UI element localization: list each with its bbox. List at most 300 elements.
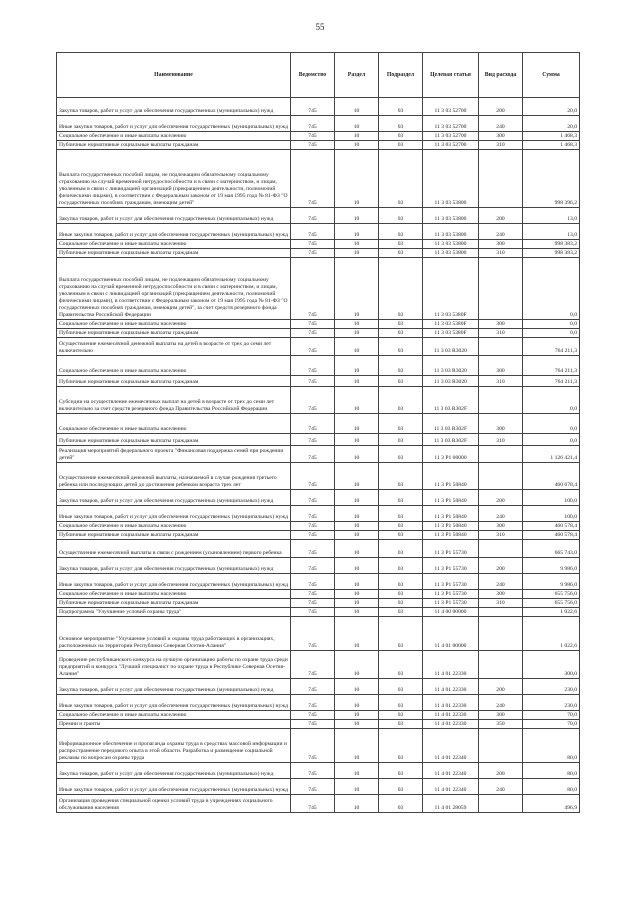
cell-expense-type: 240 — [479, 506, 523, 522]
cell-department: 745 — [291, 249, 335, 258]
cell-subsection: 03 — [379, 729, 423, 763]
cell-amount: 764 211,3 — [523, 376, 580, 387]
cell-name: Социальное обеспечение и иные выплаты населению — [57, 590, 291, 599]
cell-subsection: 03 — [379, 795, 423, 813]
cell-amount: 665 743,0 — [523, 540, 580, 558]
cell-name: Закупка товаров, работ и услуг для обеспечения государственных (муниципальных) нужд — [57, 208, 291, 224]
table-row — [57, 132, 580, 141]
table-header-row — [57, 53, 580, 98]
cell-amount: 1 022,6 — [523, 617, 580, 651]
table-row — [57, 617, 580, 651]
cell-subsection: 03 — [379, 224, 423, 240]
table-row — [57, 356, 580, 376]
cell-amount: 1 468,3 — [523, 132, 580, 141]
cell-name: Выплата государственных пособий лицам, не подлежащим обязательному социальному страхованию на случай временной нетрудоспособности и в связи с материнством, и лицам, уволенным в связи с ликвидацией организаций (прекращением деятельности, полномочий физическими лицами), в соответствии с Федеральным законом от 19 мая 1995 года № 81-ФЗ "О государственных пособиях гражданам, имеющим детей" — [57, 150, 291, 208]
cell-expense-type — [479, 608, 523, 617]
cell-expense-type: 200 — [479, 558, 523, 574]
cell-expense-type: 310 — [479, 376, 523, 387]
cell-target-article: 11 4 01 00000 — [423, 617, 479, 651]
cell-subsection: 03 — [379, 356, 423, 376]
cell-name: Премии и гранты — [57, 720, 291, 729]
cell-name: Социальное обеспечение и иные выплаты населению — [57, 414, 291, 434]
cell-section: 10 — [335, 711, 379, 720]
cell-target-article: 11 3 P1 55730 — [423, 540, 479, 558]
cell-subsection: 03 — [379, 506, 423, 522]
header-expense-type: Вид расхода — [479, 53, 523, 98]
cell-subsection: 03 — [379, 376, 423, 387]
cell-name: Иные закупки товаров, работ и услуг для обеспечения государственных (муниципальных) нужд — [57, 574, 291, 590]
cell-department: 745 — [291, 320, 335, 329]
cell-amount: 998 396,2 — [523, 150, 580, 208]
cell-name: Подпрограмма "Улучшение условий охраны труда" — [57, 608, 291, 617]
cell-expense-type: 240 — [479, 574, 523, 590]
cell-expense-type — [479, 150, 523, 208]
cell-target-article: 11 3 03 53800 — [423, 249, 479, 258]
cell-department: 745 — [291, 463, 335, 490]
cell-department: 745 — [291, 531, 335, 540]
budget-table — [56, 52, 580, 813]
table-row — [57, 98, 580, 116]
cell-amount: 460 678,4 — [523, 463, 580, 490]
cell-department: 745 — [291, 490, 335, 506]
cell-name: Социальное обеспечение и иные выплаты населению — [57, 711, 291, 720]
cell-amount: 0,0 — [523, 414, 580, 434]
cell-section: 10 — [335, 679, 379, 695]
cell-target-article: 11 3 03 53800 — [423, 224, 479, 240]
cell-amount: 0,0 — [523, 434, 580, 446]
header-section: Раздел — [335, 53, 379, 98]
cell-expense-type: 240 — [479, 779, 523, 795]
cell-amount: 998 383,2 — [523, 249, 580, 258]
header-name: Наименование — [57, 53, 291, 98]
cell-amount: 0,0 — [523, 258, 580, 320]
cell-target-article: 11 3 03 5380F — [423, 320, 479, 329]
cell-target-article: 11 4 01 22330 — [423, 651, 479, 679]
cell-section: 10 — [335, 434, 379, 446]
cell-target-article: 11 3 P1 50840 — [423, 506, 479, 522]
cell-expense-type: 240 — [479, 224, 523, 240]
cell-section: 10 — [335, 132, 379, 141]
cell-department: 745 — [291, 414, 335, 434]
cell-name: Публичные нормативные социальные выплаты гражданам — [57, 531, 291, 540]
cell-section: 10 — [335, 249, 379, 258]
cell-expense-type: 310 — [479, 249, 523, 258]
cell-department: 745 — [291, 729, 335, 763]
cell-department: 745 — [291, 720, 335, 729]
cell-subsection: 03 — [379, 329, 423, 338]
cell-section: 10 — [335, 356, 379, 376]
cell-subsection: 03 — [379, 208, 423, 224]
cell-target-article: 11 3 P1 00000 — [423, 446, 479, 463]
cell-department: 745 — [291, 132, 335, 141]
cell-target-article: 11 4 01 22340 — [423, 779, 479, 795]
table-row — [57, 141, 580, 150]
cell-expense-type: 310 — [479, 599, 523, 608]
cell-name: Основное мероприятие "Улучшение условий и охраны труда работающих в организациях, расположенных на территории Республики Северная Осетия-Алания" — [57, 617, 291, 651]
cell-amount: 20,0 — [523, 98, 580, 116]
table-row — [57, 763, 580, 779]
cell-department: 745 — [291, 258, 335, 320]
cell-subsection: 03 — [379, 446, 423, 463]
cell-target-article: 11 3 03 R3020 — [423, 376, 479, 387]
cell-subsection: 03 — [379, 463, 423, 490]
cell-department: 745 — [291, 540, 335, 558]
cell-target-article: 11 3 03 53800 — [423, 208, 479, 224]
cell-name: Иные закупки товаров, работ и услуг для обеспечения государственных (муниципальных) нужд — [57, 695, 291, 711]
table-row — [57, 608, 580, 617]
cell-amount: 100,0 — [523, 490, 580, 506]
cell-expense-type: 310 — [479, 531, 523, 540]
cell-department: 745 — [291, 98, 335, 116]
cell-amount: 230,0 — [523, 695, 580, 711]
cell-section: 10 — [335, 522, 379, 531]
table-row — [57, 463, 580, 490]
cell-target-article: 11 4 01 22340 — [423, 763, 479, 779]
cell-section: 10 — [335, 590, 379, 599]
cell-target-article: 11 3 03 52700 — [423, 98, 479, 116]
cell-subsection: 03 — [379, 240, 423, 249]
cell-expense-type — [479, 463, 523, 490]
cell-name: Реализация мероприятий федерального проекта "Финансовая поддержка семей при рождении детей" — [57, 446, 291, 463]
cell-section: 10 — [335, 608, 379, 617]
cell-amount: 80,0 — [523, 729, 580, 763]
cell-amount: 300,0 — [523, 651, 580, 679]
table-row — [57, 376, 580, 387]
cell-amount: 70,0 — [523, 711, 580, 720]
cell-target-article: 11 3 03 R3020 — [423, 356, 479, 376]
cell-name: Осуществление ежемесячной денежной выплаты на детей в возрасте от трех до семи лет включительно — [57, 338, 291, 356]
cell-department: 745 — [291, 208, 335, 224]
cell-expense-type: 300 — [479, 711, 523, 720]
cell-target-article: 11 3 03 52700 — [423, 116, 479, 132]
cell-subsection: 03 — [379, 779, 423, 795]
table-row — [57, 490, 580, 506]
cell-target-article: 11 3 P1 50840 — [423, 463, 479, 490]
cell-subsection: 03 — [379, 522, 423, 531]
table-row — [57, 729, 580, 763]
cell-section: 10 — [335, 414, 379, 434]
cell-section: 10 — [335, 617, 379, 651]
cell-name: Социальное обеспечение и иные выплаты населению — [57, 356, 291, 376]
cell-name: Иные закупки товаров, работ и услуг для обеспечения государственных (муниципальных) нужд — [57, 506, 291, 522]
cell-target-article: 11 4 01 22330 — [423, 720, 479, 729]
cell-subsection: 03 — [379, 490, 423, 506]
table-row — [57, 414, 580, 434]
cell-expense-type: 200 — [479, 490, 523, 506]
cell-section: 10 — [335, 558, 379, 574]
cell-name: Публичные нормативные социальные выплаты гражданам — [57, 329, 291, 338]
cell-amount: 1 126 421,4 — [523, 446, 580, 463]
cell-subsection: 03 — [379, 141, 423, 150]
cell-department: 745 — [291, 338, 335, 356]
cell-target-article: 11 3 03 R302F — [423, 387, 479, 414]
cell-section: 10 — [335, 116, 379, 132]
cell-section: 10 — [335, 329, 379, 338]
cell-amount: 764 211,3 — [523, 356, 580, 376]
cell-department: 745 — [291, 116, 335, 132]
cell-department: 745 — [291, 434, 335, 446]
cell-section: 10 — [335, 463, 379, 490]
table-row — [57, 150, 580, 208]
cell-expense-type: 200 — [479, 208, 523, 224]
cell-department: 745 — [291, 795, 335, 813]
cell-name: Социальное обеспечение и иные выплаты населению — [57, 522, 291, 531]
cell-section: 10 — [335, 98, 379, 116]
cell-department: 745 — [291, 599, 335, 608]
cell-name: Организация проведения специальной оценки условий труда в учреждениях социального обслуживания населения — [57, 795, 291, 813]
cell-amount: 9 986,0 — [523, 558, 580, 574]
cell-section: 10 — [335, 779, 379, 795]
cell-subsection: 03 — [379, 116, 423, 132]
cell-section: 10 — [335, 729, 379, 763]
cell-expense-type — [479, 729, 523, 763]
table-row — [57, 531, 580, 540]
cell-target-article: 11 3 P1 55730 — [423, 558, 479, 574]
cell-subsection: 03 — [379, 763, 423, 779]
cell-target-article: 11 3 P1 50840 — [423, 531, 479, 540]
cell-department: 745 — [291, 779, 335, 795]
cell-expense-type: 300 — [479, 414, 523, 434]
cell-name: Закупка товаров, работ и услуг для обеспечения государственных (муниципальных) нужд — [57, 98, 291, 116]
cell-amount: 655 756,0 — [523, 590, 580, 599]
cell-expense-type: 300 — [479, 132, 523, 141]
cell-amount: 80,0 — [523, 763, 580, 779]
cell-name: Публичные нормативные социальные выплаты гражданам — [57, 249, 291, 258]
cell-amount: 0,0 — [523, 320, 580, 329]
cell-section: 10 — [335, 141, 379, 150]
cell-department: 745 — [291, 590, 335, 599]
cell-subsection: 03 — [379, 617, 423, 651]
cell-expense-type: 200 — [479, 679, 523, 695]
table-row — [57, 434, 580, 446]
cell-department: 745 — [291, 150, 335, 208]
cell-subsection: 03 — [379, 679, 423, 695]
cell-section: 10 — [335, 224, 379, 240]
cell-section: 10 — [335, 763, 379, 779]
cell-section: 10 — [335, 240, 379, 249]
table-row — [57, 795, 580, 813]
table-row — [57, 558, 580, 574]
cell-target-article: 11 4 01 22330 — [423, 711, 479, 720]
cell-expense-type — [479, 540, 523, 558]
cell-amount: 20,0 — [523, 116, 580, 132]
cell-section: 10 — [335, 651, 379, 679]
cell-amount: 0,0 — [523, 387, 580, 414]
cell-expense-type: 310 — [479, 329, 523, 338]
cell-section: 10 — [335, 490, 379, 506]
cell-target-article: 11 3 03 5380F — [423, 329, 479, 338]
cell-target-article: 11 3 P1 55730 — [423, 574, 479, 590]
cell-target-article: 11 3 P1 55730 — [423, 599, 479, 608]
table-row — [57, 522, 580, 531]
cell-amount: 655 756,0 — [523, 599, 580, 608]
cell-section: 10 — [335, 795, 379, 813]
cell-name: Закупка товаров, работ и услуг для обеспечения государственных (муниципальных) нужд — [57, 679, 291, 695]
table-row — [57, 208, 580, 224]
cell-department: 745 — [291, 506, 335, 522]
cell-subsection: 03 — [379, 540, 423, 558]
cell-department: 745 — [291, 651, 335, 679]
cell-department: 745 — [291, 141, 335, 150]
table-row — [57, 599, 580, 608]
cell-amount: 9 986,0 — [523, 574, 580, 590]
cell-subsection: 03 — [379, 590, 423, 599]
cell-target-article: 11 3 03 52700 — [423, 132, 479, 141]
cell-amount: 13,0 — [523, 224, 580, 240]
cell-name: Субсидии на осуществление ежемесячных выплат на детей в возрасте от трех до семи лет включительно за счет средств резервного фонда Правительства Российской Федерации — [57, 387, 291, 414]
cell-amount: 460 578,4 — [523, 522, 580, 531]
cell-section: 10 — [335, 387, 379, 414]
cell-section: 10 — [335, 376, 379, 387]
cell-name: Закупка товаров, работ и услуг для обеспечения государственных (муниципальных) нужд — [57, 763, 291, 779]
cell-section: 10 — [335, 208, 379, 224]
cell-department: 745 — [291, 522, 335, 531]
cell-name: Публичные нормативные социальные выплаты гражданам — [57, 434, 291, 446]
cell-target-article: 11 3 03 5380F — [423, 258, 479, 320]
cell-expense-type — [479, 446, 523, 463]
table-row — [57, 590, 580, 599]
cell-amount: 70,0 — [523, 720, 580, 729]
cell-expense-type: 300 — [479, 320, 523, 329]
cell-amount: 0,0 — [523, 329, 580, 338]
table-row — [57, 540, 580, 558]
cell-name: Публичные нормативные социальные выплаты гражданам — [57, 376, 291, 387]
cell-target-article: 11 3 03 53800 — [423, 150, 479, 208]
table-row — [57, 679, 580, 695]
cell-subsection: 03 — [379, 711, 423, 720]
cell-section: 10 — [335, 150, 379, 208]
cell-section: 10 — [335, 320, 379, 329]
cell-target-article: 11 3 03 52700 — [423, 141, 479, 150]
cell-department: 745 — [291, 376, 335, 387]
table-row — [57, 224, 580, 240]
cell-section: 10 — [335, 720, 379, 729]
table-row — [57, 695, 580, 711]
cell-name: Осуществление ежемесячной денежной выплаты, назначаемой в случае рождения третьего ребенка или последующих детей до достижения ребенком возраста трех лет — [57, 463, 291, 490]
cell-target-article: 11 4 01 22340 — [423, 729, 479, 763]
cell-section: 10 — [335, 695, 379, 711]
cell-subsection: 03 — [379, 320, 423, 329]
cell-department: 745 — [291, 617, 335, 651]
cell-amount: 460 578,4 — [523, 531, 580, 540]
cell-section: 10 — [335, 599, 379, 608]
cell-subsection: 03 — [379, 531, 423, 540]
cell-amount: 230,0 — [523, 679, 580, 695]
table-row — [57, 574, 580, 590]
page-number: 55 — [315, 22, 325, 32]
cell-expense-type: 240 — [479, 695, 523, 711]
cell-subsection: 03 — [379, 608, 423, 617]
cell-subsection: 03 — [379, 720, 423, 729]
header-target-article: Целевая статья — [423, 53, 479, 98]
cell-department: 745 — [291, 679, 335, 695]
cell-section: 10 — [335, 574, 379, 590]
cell-subsection: 03 — [379, 558, 423, 574]
cell-expense-type — [479, 338, 523, 356]
cell-section: 10 — [335, 531, 379, 540]
cell-amount: 100,0 — [523, 506, 580, 522]
cell-expense-type: 300 — [479, 590, 523, 599]
cell-expense-type: 300 — [479, 356, 523, 376]
cell-amount: 80,0 — [523, 779, 580, 795]
table-row — [57, 446, 580, 463]
cell-section: 10 — [335, 540, 379, 558]
cell-name: Иные закупки товаров, работ и услуг для обеспечения государственных (муниципальных) нужд — [57, 779, 291, 795]
cell-department: 745 — [291, 240, 335, 249]
table-row — [57, 258, 580, 320]
header-subsection: Подраздел — [379, 53, 423, 98]
cell-amount: 13,0 — [523, 208, 580, 224]
cell-department: 745 — [291, 763, 335, 779]
cell-department: 745 — [291, 446, 335, 463]
table-row — [57, 711, 580, 720]
cell-name: Публичные нормативные социальные выплаты гражданам — [57, 599, 291, 608]
table-row — [57, 240, 580, 249]
cell-name: Закупка товаров, работ и услуг для обеспечения государственных (муниципальных) нужд — [57, 558, 291, 574]
cell-expense-type: 310 — [479, 141, 523, 150]
cell-name: Закупка товаров, работ и услуг для обеспечения государственных (муниципальных) нужд — [57, 490, 291, 506]
cell-department: 745 — [291, 558, 335, 574]
cell-expense-type: 200 — [479, 763, 523, 779]
cell-department: 745 — [291, 387, 335, 414]
table-row — [57, 651, 580, 679]
cell-name: Выплата государственных пособий лицам, не подлежащим обязательному социальному страхованию на случай временной нетрудоспособности и в связи с материнством, и лицам, уволенным в связи с ликвидацией организаций (прекращением деятельности, полномочий физическими лицами), в соответствии с Федеральным законом от 19 мая 1995 года № 81-ФЗ "О государственных пособиях гражданам, имеющим детей", за счет средств резервного фонда Правительства Российской Федерации — [57, 258, 291, 320]
cell-subsection: 03 — [379, 434, 423, 446]
cell-target-article: 11 4 01 28059 — [423, 795, 479, 813]
cell-target-article: 11 4 00 00000 — [423, 608, 479, 617]
cell-subsection: 03 — [379, 249, 423, 258]
cell-section: 10 — [335, 258, 379, 320]
cell-target-article: 11 3 P1 50840 — [423, 522, 479, 531]
cell-name: Иные закупки товаров, работ и услуг для обеспечения государственных (муниципальных) нужд — [57, 116, 291, 132]
table-row — [57, 116, 580, 132]
cell-subsection: 03 — [379, 599, 423, 608]
cell-department: 745 — [291, 695, 335, 711]
cell-name: Социальное обеспечение и иные выплаты населению — [57, 132, 291, 141]
cell-name: Проведение республиканского конкурса на лучшую организацию работы по охране труда среди предприятий и конкурса "Лучший специалист по охране труда в Республике Северная Осетия-Алания" — [57, 651, 291, 679]
cell-target-article: 11 3 03 R302F — [423, 434, 479, 446]
cell-subsection: 03 — [379, 258, 423, 320]
table-row — [57, 720, 580, 729]
cell-expense-type: 310 — [479, 434, 523, 446]
cell-amount: 998 383,2 — [523, 240, 580, 249]
cell-department: 745 — [291, 329, 335, 338]
cell-amount: 764 211,3 — [523, 338, 580, 356]
cell-subsection: 03 — [379, 98, 423, 116]
cell-expense-type: 300 — [479, 240, 523, 249]
cell-expense-type — [479, 651, 523, 679]
cell-subsection: 03 — [379, 132, 423, 141]
cell-target-article: 11 3 03 R302F — [423, 414, 479, 434]
cell-name: Социальное обеспечение и иные выплаты населению — [57, 240, 291, 249]
table-row — [57, 506, 580, 522]
cell-subsection: 03 — [379, 574, 423, 590]
cell-amount: 1 022,6 — [523, 608, 580, 617]
cell-name: Информационное обеспечение и пропаганда охраны труда в средствах массовой информации и распространение передового опыта в этой области. Разработка и размещение социальной рекламы по вопросам охраны труда — [57, 729, 291, 763]
cell-target-article: 11 3 P1 55730 — [423, 590, 479, 599]
cell-subsection: 03 — [379, 695, 423, 711]
cell-expense-type: 300 — [479, 522, 523, 531]
cell-target-article: 11 4 01 22330 — [423, 679, 479, 695]
header-department: Ведомство — [291, 53, 335, 98]
cell-department: 745 — [291, 574, 335, 590]
cell-department: 745 — [291, 356, 335, 376]
cell-department: 745 — [291, 224, 335, 240]
cell-section: 10 — [335, 506, 379, 522]
cell-subsection: 03 — [379, 150, 423, 208]
cell-expense-type: 350 — [479, 720, 523, 729]
table-row — [57, 779, 580, 795]
